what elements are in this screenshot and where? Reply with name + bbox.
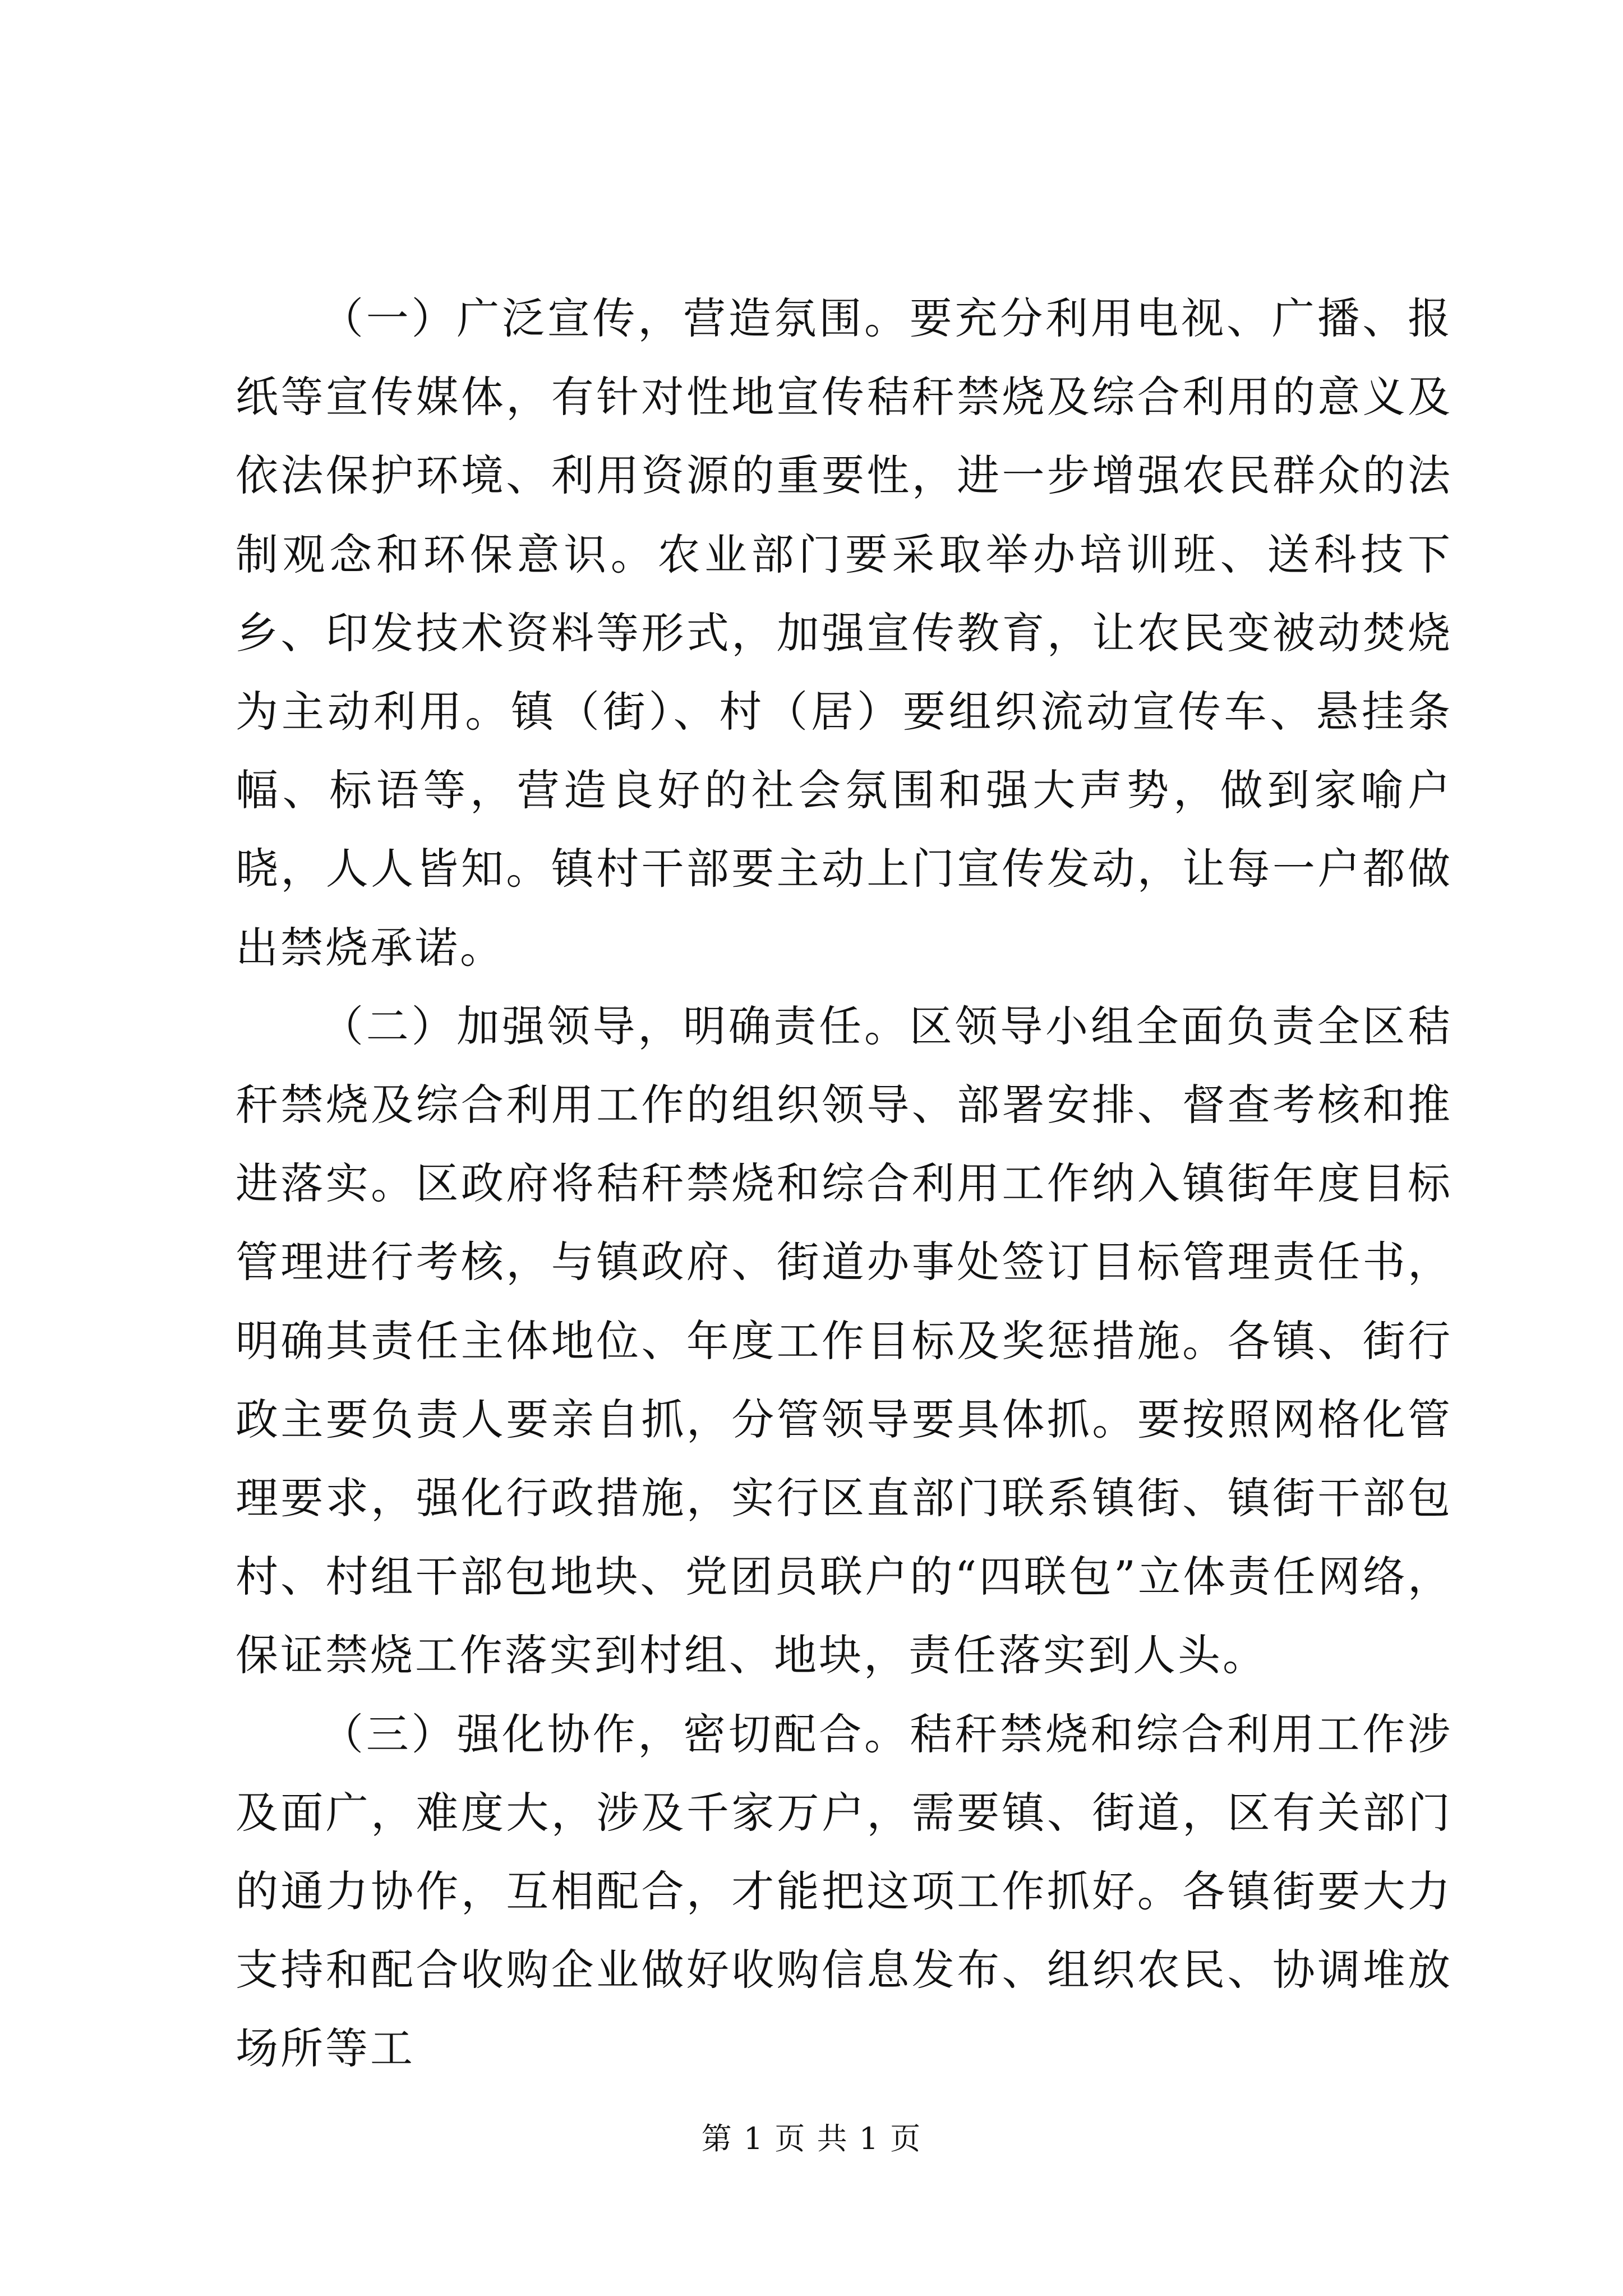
paragraph-leadership: （二）加强领导，明确责任。区领导小组全面负责全区秸秆禁烧及综合利用工作的组织领导、部署安排、督查考核和推进落实。区政府将秸秆禁烧和综合利用工作纳入镇街年度目标管理进行考核，与镇政府、街道办事处签订目标管理责任书，明确其责任主体地位、年度工作目标及奖惩措施。各镇、街行政主要负责人要亲自抓，分管领导要具体抓。要按照网格化管理要求，强化行政措施，实行区直部门联系镇街、镇街干部包村、村组干部包地块、党团员联户的“四联包”立体责任网络，保证禁烧工作落实到村组、地块，责任落实到人头。 — [236, 1001, 1453, 1681]
document-body — [236, 279, 1453, 2088]
page-footer: 第 1 页 共 1 页 — [701, 2121, 922, 2156]
paragraph-publicity: （一）广泛宣传，营造氛围。要充分利用电视、广播、报纸等宣传媒体，有针对性地宣传秸秆禁烧及综合利用的意义及依法保护环境、利用资源的重要性，进一步增强农民群众的法制观念和环保意识。农业部门要采取举办培训班、送科技下乡、印发技术资料等形式，加强宣传教育，让农民变被动焚烧为主动利用。镇（街）、村（居）要组织流动宣传车、悬挂条幅、标语等，营造良好的社会氛围和强大声势，做到家喻户晓，人人皆知。镇村干部要主动上门宣传发动，让每一户都做出禁烧承诺。 — [236, 293, 1453, 973]
paragraph-cooperation: （三）强化协作，密切配合。秸秆禁烧和综合利用工作涉及面广，难度大，涉及千家万户，需要镇、街道，区有关部门的通力协作，互相配合，才能把这项工作抓好。各镇街要大力支持和配合收购企业做好收购信息发布、组织农民、协调堆放场所等工 — [236, 1709, 1453, 2074]
